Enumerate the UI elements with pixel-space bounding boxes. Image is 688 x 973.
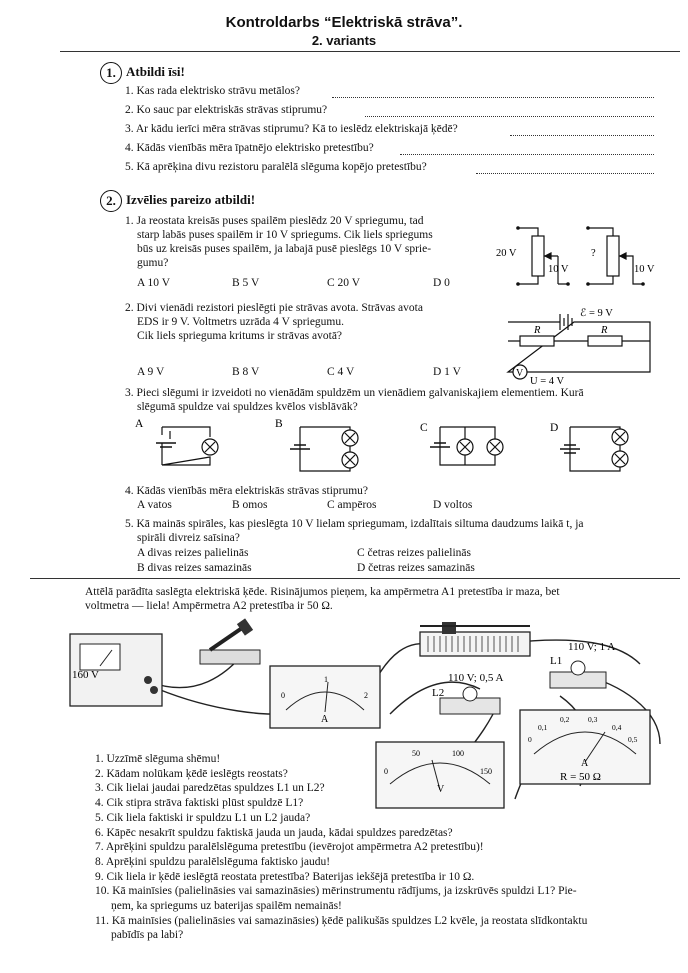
task-2: 2. Kādam nolūkam ķēdē ieslēgts reostats? bbox=[95, 767, 288, 780]
lamp1-rating: 110 V; 1 A bbox=[568, 641, 616, 653]
a1-tick-0: 0 bbox=[281, 691, 285, 700]
s2-q1-option-b: B 5 V bbox=[232, 277, 260, 289]
section2-number: 2. bbox=[100, 190, 122, 212]
s2-q1-option-d: D 0 bbox=[433, 277, 450, 289]
v-tick-0: 0 bbox=[384, 767, 388, 776]
s2-q2-option-d: D 1 V bbox=[433, 366, 461, 378]
q3-label-b: B bbox=[275, 418, 283, 430]
task-4: 4. Cik stipra strāva faktiski plūst spuldzē L1? bbox=[95, 797, 304, 810]
task-10: 10. Kā mainīsies (palielināsies vai samazināsies) mērinstrumentu rādījums, ja izskrūvēs spuldzi L1? Pie- bbox=[95, 885, 577, 898]
knife-switch bbox=[200, 618, 260, 664]
emf-circuit-figure bbox=[500, 300, 660, 388]
answer-line bbox=[400, 154, 654, 155]
lamp-l1 bbox=[550, 641, 615, 688]
s2-q4-option-a: A vatos bbox=[137, 499, 172, 511]
task-7: 7. Aprēķini spuldzu paralēlslēguma pretestību (ievērojot ampērmetra A2 pretestību)! bbox=[95, 841, 484, 854]
s2-q5-option-b: B divas reizes samazinās bbox=[137, 562, 252, 574]
s2-q2-option-a: A 9 V bbox=[137, 366, 165, 378]
a1-tick-1: 1 bbox=[324, 675, 328, 684]
a1-letter: A bbox=[321, 714, 329, 725]
answer-line bbox=[365, 116, 654, 117]
s2-q4-option-b: B omos bbox=[232, 499, 268, 511]
a2-tick-4: 0,4 bbox=[612, 723, 622, 732]
task-3: 3. Cik lielai jaudai paredzētas spuldzes L1 un L2? bbox=[95, 782, 325, 795]
fig-label-10v-b: 10 V bbox=[634, 264, 655, 275]
lamp1-name: L1 bbox=[550, 655, 563, 667]
q3-label-c: C bbox=[420, 422, 428, 434]
source-voltage-label: 160 V bbox=[72, 669, 99, 681]
power-source-box bbox=[70, 634, 162, 706]
s2-q4-option-d: D voltos bbox=[433, 499, 473, 511]
v-tick-150: 150 bbox=[480, 767, 492, 776]
resistor-1-label: R bbox=[534, 325, 541, 336]
s1-question-5: 5. Kā aprēķina divu rezistoru paralēlā slēguma kopējo pretestību? bbox=[125, 161, 427, 173]
task-11-cont: pabīdīs pa labi? bbox=[111, 929, 184, 942]
s1-question-3: 3. Ar kādu ierīci mēra strāvas stiprumu? Kā to ieslēdz elektriskajā ķēdē? bbox=[125, 123, 458, 135]
fig-label-question: ? bbox=[591, 248, 596, 259]
header-rule bbox=[60, 51, 680, 52]
s2-q4-text: 4. Kādās vienībās mēra elektriskās strāvas stiprumu? bbox=[125, 485, 369, 497]
s1-question-2: 2. Ko sauc par elektriskās strāvas stiprumu? bbox=[125, 104, 328, 116]
s2-q2-option-b: B 8 V bbox=[232, 366, 260, 378]
s2-q2-option-c: C 4 V bbox=[327, 366, 355, 378]
s2-q1-option-a: A 10 V bbox=[137, 277, 171, 289]
a2-tick-0: 0 bbox=[528, 735, 532, 744]
s2-q5-option-d: D četras reizes samazinās bbox=[357, 562, 475, 574]
page-title: Kontroldarbs “Elektriskā strāva”. bbox=[225, 14, 463, 31]
variant-label: 2. variants bbox=[311, 33, 377, 48]
q3-label-a: A bbox=[135, 418, 144, 430]
s2-q1-text: 1. Ja reostata kreisās puses spailēm pieslēdz 20 V spriegumu, tad starp labās puses spailēm ir 10 V spriegums. Cik liels spriegums būs uz kreisās puses spailēm, ja labajā pusē pieslēgs 10 V sprie- gumu? bbox=[125, 215, 433, 269]
lamp-l2 bbox=[432, 672, 503, 714]
s2-q1-option-c: C 20 V bbox=[327, 277, 361, 289]
a2-tick-2: 0,2 bbox=[560, 715, 570, 724]
task-6: 6. Kāpēc nesakrīt spuldzu faktiskā jauda un jauda, kādai spuldzes paredzētas? bbox=[95, 826, 453, 839]
v-letter: V bbox=[437, 784, 445, 795]
section-divider bbox=[30, 578, 680, 579]
a2-resistance: R = 50 Ω bbox=[560, 771, 601, 783]
answer-line bbox=[332, 97, 654, 98]
task-10-cont: ņem, ka spriegums uz baterijas spailēm nemainās! bbox=[111, 900, 342, 913]
lamp2-name: L2 bbox=[432, 687, 445, 699]
v-tick-100: 100 bbox=[452, 749, 464, 758]
section1-title: Atbildi īsi! bbox=[126, 64, 185, 79]
a1-tick-2: 2 bbox=[364, 691, 368, 700]
s3-task-list bbox=[95, 752, 587, 943]
v-tick-50: 50 bbox=[412, 749, 420, 758]
q3-label-d: D bbox=[550, 422, 559, 434]
task-8: 8. Aprēķini spuldzu paralēlslēguma faktisko jaudu! bbox=[95, 855, 331, 868]
s2-q4-option-c: C ampēros bbox=[327, 499, 377, 511]
fig-label-10v-a: 10 V bbox=[548, 264, 569, 275]
section2-title: Izvēlies pareizo atbildi! bbox=[126, 192, 256, 207]
section1-number: 1. bbox=[100, 62, 122, 84]
fig-label-20v: 20 V bbox=[496, 248, 517, 259]
resistor-2-label: R bbox=[601, 325, 608, 336]
answer-line bbox=[510, 135, 654, 136]
s2-q2-text: 2. Divi vienādi rezistori pieslēgti pie strāvas avota. Strāvas avota EDS ir 9 V. Voltmetrs uzrāda 4 V spriegumu. Cik liels sprieguma kritums ir strāvas avotā? bbox=[125, 302, 423, 342]
q3-circuits-figure bbox=[130, 415, 660, 475]
rheostat-figure bbox=[488, 214, 668, 294]
rheostat bbox=[420, 622, 530, 656]
answer-line bbox=[476, 173, 654, 174]
s1-question-1: 1. Kas rada elektrisko strāvu metālos? bbox=[125, 85, 300, 97]
s2-q5-option-c: C četras reizes palielinās bbox=[357, 547, 471, 559]
s2-q5-option-a: A divas reizes palielinās bbox=[137, 547, 249, 559]
emf-label: ℰ = 9 V bbox=[580, 308, 613, 319]
s2-q5-text: 5. Kā mainās spirāles, kas pieslēgta 10 V lielam spriegumam, izdalītais siltuma daudzums laikā t, ja spirāli divreiz saīsina? bbox=[125, 518, 584, 544]
a2-tick-5: 0,5 bbox=[628, 735, 638, 744]
a2-letter: A bbox=[581, 758, 589, 769]
s3-intro: Attēlā parādīta saslēgta elektriskā ķēde. Risinājumos pieņem, ka ampērmetra A1 pretestība ir maza, bet voltmetra — liela! Ampērmetra A2 pretestība ir 50 Ω. bbox=[85, 586, 560, 612]
s1-question-4: 4. Kādās vienībās mēra īpatnējo elektrisko pretestību? bbox=[125, 142, 374, 154]
a2-tick-3: 0,3 bbox=[588, 715, 598, 724]
task-5: 5. Cik liela faktiski ir spuldzu L1 un L2 jauda? bbox=[95, 811, 311, 824]
task-9: 9. Cik liela ir ķēdē ieslēgtā reostata pretestība? Baterijas iekšējā pretestība ir 10 Ω. bbox=[95, 870, 475, 883]
task-11: 11. Kā mainīsies (palielināsies vai samazināsies) ķēdē palikušās spuldzes L2 kvēle, ja reostata slīdkontaktu bbox=[95, 914, 588, 927]
a2-tick-1: 0,1 bbox=[538, 723, 548, 732]
ammeter-a1 bbox=[270, 666, 380, 728]
voltage-label: U = 4 V bbox=[530, 376, 565, 387]
s2-q3-text: 3. Pieci slēgumi ir izveidoti no vienādām spuldzēm un vienādiem galvaniskajiem elementiem. Kurā slēgumā spuldze vai spuldzes kvēlos visblāvāk? bbox=[125, 387, 584, 413]
task-1: 1. Uzzīmē slēguma shēmu! bbox=[95, 753, 221, 765]
lamp2-rating: 110 V; 0,5 A bbox=[448, 672, 504, 684]
voltmeter-v: V bbox=[516, 368, 524, 379]
